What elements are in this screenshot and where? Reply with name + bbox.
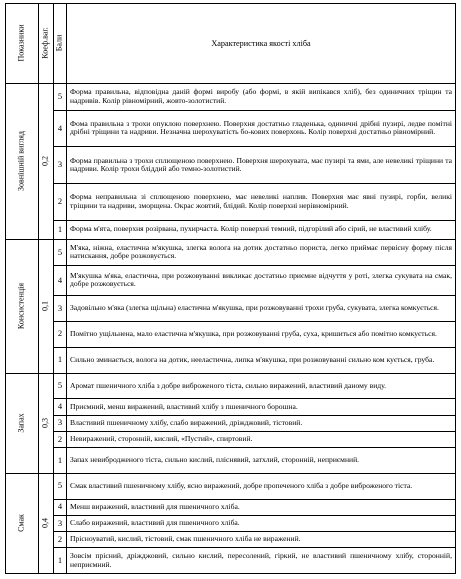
score-cell: 3 (54, 515, 67, 531)
table-row (6, 399, 456, 415)
coef-cell (39, 473, 54, 573)
description-cell: М'якушка м'яка, еластична, при розжовуванні викликає достатньо приємне відчуття у роті, злегка сукувата на смак, добре розжовується. (67, 265, 456, 295)
table-row (6, 499, 456, 515)
description-cell: Смак властивий пшеничному хлібу, ясно виражений, добре пропеченого хліба з добре виброженого тіста. (67, 473, 456, 499)
description-cell: Менш виражений, властивий для пшеничного хліба. (67, 499, 456, 515)
description-cell: Форма правильна, відповідна даній формі виробу (або формі, в якій випікався хліб), без одиничних тріщин та надривів. Колір рівномірний, жовто-золотистий. (67, 83, 456, 110)
description-cell: Прісноуватий, кислий, тістовий, смак пшеничного хліба не виражений. (67, 531, 456, 547)
score-cell: 5 (54, 473, 67, 499)
quality-table-page (5, 3, 455, 574)
description-cell: Властивий пшеничному хлібу, слабо виражений, дріжджовий, тістовий. (67, 415, 456, 431)
header-points (54, 4, 67, 84)
description-cell: Форма правильна з трохи сплющеною поверхнею. Поверхня шерохувата, має пузирі та ями, але невеликі тріщини та надриви. Колір трохи бліддий або темно-золотистий. (67, 147, 456, 184)
header-coef-label: Коеф.ваг. (40, 27, 50, 60)
table-body (6, 4, 456, 574)
bread-quality-table (5, 3, 456, 574)
table-row (6, 321, 456, 347)
header-row (6, 4, 456, 84)
header-characteristic: Характеристика якості хліба (67, 4, 456, 84)
description-cell: Помітно ущільнена, мало еластична м'якушка, при розжовуванні груба, суха, кришиться або помітно комкується. (67, 321, 456, 347)
table-row (6, 415, 456, 431)
description-cell: Запах невибродженого тіста, сильно кислий, пліснявий, затхлий, сторонній, неприємний. (67, 447, 456, 473)
score-cell: 1 (54, 548, 67, 574)
description-cell: Задовільно м'яка (злегка щільна) еластична м'якушка, при розжовуванні трохи груба, сукувата, злегка комкується. (67, 295, 456, 321)
indicator-name: Консистенція (16, 283, 26, 330)
indicator-cell (6, 373, 39, 473)
score-cell: 3 (54, 295, 67, 321)
table-row (6, 183, 456, 220)
description-cell: Зовсім прісний, дріжджовий, сильно кислий, пересолений, гіркий, не властивий пшеничному хлібу, сторонній, неприємний. (67, 548, 456, 574)
description-cell: Аромат пшеничного хліба з добре виброженого тіста, сильно виражений, властивий даному виду. (67, 373, 456, 399)
header-indicator (6, 4, 39, 84)
table-row (6, 239, 456, 265)
description-cell: Сильно зминається, волога на дотик, нееластична, липка м'якушка, при розжовуванні сильно ком кується, груба. (67, 347, 456, 373)
score-cell: 2 (54, 321, 67, 347)
table-row (6, 110, 456, 147)
score-cell: 2 (54, 431, 67, 447)
score-cell: 3 (54, 415, 67, 431)
table-row (6, 473, 456, 499)
score-cell: 1 (54, 220, 67, 239)
description-cell: Слабо виражений, властивий для пшеничного хліба. (67, 515, 456, 531)
score-cell: 2 (54, 183, 67, 220)
table-row (6, 515, 456, 531)
indicator-name: Запах (16, 413, 26, 433)
coef-value: 0,4 (40, 518, 50, 529)
description-cell: М'яка, ніжна, еластична м'якушка, злегка волога на дотик достатньо пориста, легко приймає первісну форму після натискання, добре розжовується. (67, 239, 456, 265)
score-cell: 4 (54, 399, 67, 415)
coef-cell (39, 83, 54, 239)
coef-cell (39, 373, 54, 473)
table-row (6, 265, 456, 295)
score-cell: 3 (54, 147, 67, 184)
score-cell: 2 (54, 531, 67, 547)
description-cell: Форма неправильна зі сплющеною поверхнею, має невеликі наплив. Поверхня має явні пузирі, горби, великі тріщини та надриви, зморщена. Окрас жовтий, блідий. Колір поверхні нерівномірний. (67, 183, 456, 220)
description-cell: Приємний, менш виражений, властивий хлібу з пшеничного борошна. (67, 399, 456, 415)
table-row (6, 431, 456, 447)
indicator-name: Смак (16, 514, 26, 533)
table-row (6, 531, 456, 547)
score-cell: 1 (54, 447, 67, 473)
score-cell: 4 (54, 499, 67, 515)
score-cell: 4 (54, 265, 67, 295)
indicator-name: Зовнішній вигляд (16, 131, 26, 192)
indicator-cell (6, 83, 39, 239)
score-cell: 5 (54, 83, 67, 110)
header-coef (39, 4, 54, 84)
table-row (6, 373, 456, 399)
coef-cell (39, 239, 54, 373)
score-cell: 4 (54, 110, 67, 147)
indicator-cell (6, 239, 39, 373)
coef-value: 0,1 (40, 301, 50, 312)
table-row (6, 548, 456, 574)
coef-value: 0,3 (40, 418, 50, 429)
table-row (6, 83, 456, 110)
table-row (6, 447, 456, 473)
description-cell: Фома правильна з трохи опуклою поверхнею. Поверхня достатньо гладенька, одиничні дрібні пузирі, ледве помітні дрібні тріщини та надриви. Незначна шерохуватість бо-кових поверхонь. Колір поверхні достатньо рівномірний. (67, 110, 456, 147)
description-cell: Форма м'ята, поверхня розірвана, пухирчаста. Колір поверхні темний, підгорілий або сірий, не властивий хлібу. (67, 220, 456, 239)
coef-value: 0,2 (40, 156, 50, 167)
description-cell: Невиражений, сторонній, кислий, «Пустий», спиртовий. (67, 431, 456, 447)
header-indicator-label: Показники (16, 24, 26, 62)
score-cell: 5 (54, 373, 67, 399)
table-row (6, 295, 456, 321)
indicator-cell (6, 473, 39, 573)
score-cell: 5 (54, 239, 67, 265)
header-points-label: Бали (54, 35, 64, 52)
table-row (6, 147, 456, 184)
score-cell: 1 (54, 347, 67, 373)
table-row (6, 347, 456, 373)
table-row (6, 220, 456, 239)
